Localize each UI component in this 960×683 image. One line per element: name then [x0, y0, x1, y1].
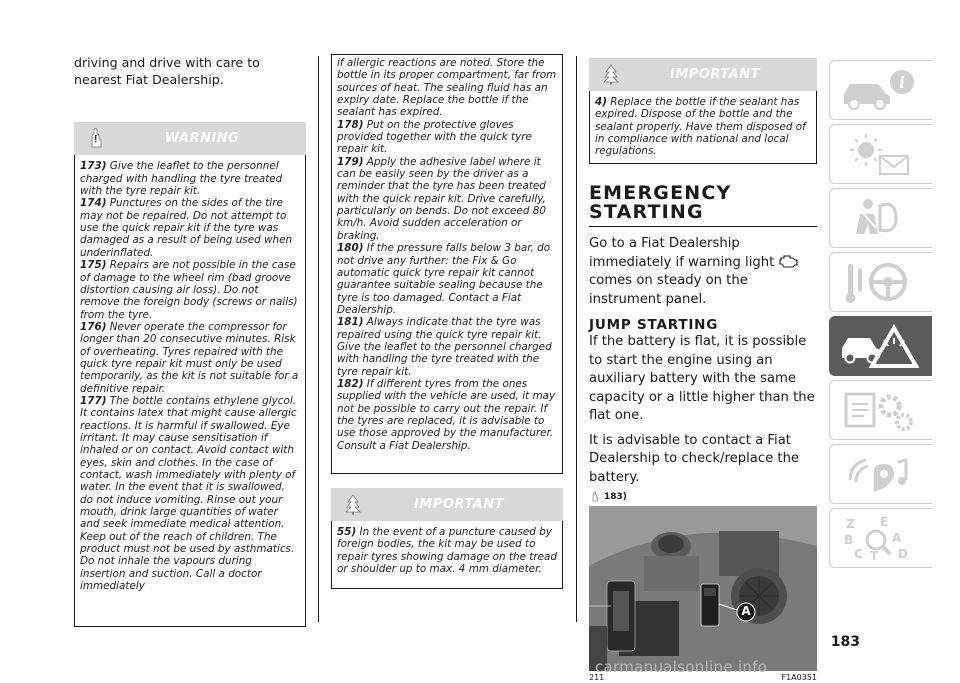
- engine-warning-light-icon: [778, 254, 800, 268]
- heading-rule: [589, 226, 817, 227]
- jump-paragraph-2: It is advisable to contact a Fiat Dealership to check/replace the battery.: [589, 432, 800, 485]
- warning-item: 178) Put on the protective gloves provided together with the quick tyre repair kit.: [337, 118, 532, 156]
- subsection-heading: JUMP STARTING: [589, 317, 719, 333]
- important-box-header: [331, 488, 563, 521]
- svg-text:C: C: [854, 547, 863, 561]
- multimedia-icon: [840, 450, 920, 500]
- column-separator: [318, 56, 319, 622]
- jump-paragraph-1: If the battery is flat, it is possible to start the engine using an auxiliary battery with the same capacity or a little higher than the flat one.: [589, 334, 815, 423]
- important-box: [331, 488, 563, 589]
- svg-text:Z: Z: [846, 517, 855, 531]
- safety-airbag-icon: [840, 194, 920, 244]
- warning-item: 176) Never operate the compressor for longer than 20 consecutive minutes. Risk of overheating. Tyres repaired with the quick tyre repair kit must only be used temporarily, as the kit is not suitable for a definitive repair.: [80, 320, 299, 395]
- warning-item: 182) If different tyres from the ones supplied with the vehicle are used, it may not be possible to carry out the repair. If the tyres are replaced, it is advisable to use those approved by the manufacturer. Consult a Fiat Dealership.: [337, 377, 556, 452]
- warning-item: 177) The bottle contains ethylene glycol. It contains latex that might cause allergic reactions. It is harmful if swallowed. Eye irritant. It may cause sensitisation if inhaled or on contact. Avoid contact with eyes, skin and clothes. In the case of contact, wash immediately with plenty of water. In the event that it is swallowed, do not induce vomiting. Rinse out your mouth, drink large quantities of water and seek immediate medical attention. Keep out of the reach of children. The product must not be used by asthmatics. Do not inhale the vapours during insertion and suction. Call a doctor immediately: [80, 394, 297, 593]
- page-number: 183: [830, 634, 860, 650]
- tab-starting-driving[interactable]: [829, 252, 932, 312]
- warning-item: 175) Repairs are not possible in the case of damage to the wheel rim (bad groove distortion causing air loss). Do not remove the foreign body (screws or nails) from the tyre.: [80, 259, 298, 321]
- warning-box-body: [74, 155, 306, 627]
- emergency-paragraph: Go to a Fiat Dealership immediately if warning light comes on steady on the instrument panel.: [589, 235, 817, 309]
- warning-title: WARNING: [164, 131, 240, 147]
- watermark: carmanualsonline.info: [595, 658, 768, 676]
- svg-text:E: E: [880, 515, 889, 529]
- important-box-2: [589, 58, 817, 164]
- tab-index[interactable]: [829, 508, 932, 568]
- callout-label-a: A: [741, 604, 751, 618]
- warning-item: 174) Punctures on the sides of the tire may not be repaired. Do not attempt to use the quick repair kit if the tyre was damaged as a result of being used when underinflated.: [80, 197, 293, 259]
- index-letters-icon: [840, 514, 920, 564]
- warning-item: 173) Give the leaflet to the personnel charged with handling the tyre treated with the tyre repair kit.: [80, 160, 283, 198]
- important-item: 55) In the event of a puncture caused by foreign bodies, the kit may be used to repair tyres showing damage on the tread or shoulder up to max. 4 mm diameter.: [337, 526, 557, 576]
- warning-continued-text: if allergic reactions are noted. Store the bottle in its proper compartment, far from sources of heat. The sealing fluid has an expiry date. Replace the bottle if the sealant has expired.: [337, 57, 557, 119]
- warning-box-header: [74, 122, 306, 155]
- important-box-body: [589, 91, 817, 164]
- engine-bay-illustration: [589, 506, 817, 671]
- important-tree-icon: [599, 63, 623, 85]
- important-item: 4) Replace the bottle if the sealant has expired. Dispose of the bottle and the sealant properly. Have them disposed of in compliance with national and local regulations.: [595, 96, 806, 158]
- tab-maintenance[interactable]: [829, 380, 932, 440]
- warning-reference: 183): [589, 491, 817, 502]
- section-heading: EMERGENCY STARTING: [589, 182, 732, 223]
- svg-text:B: B: [844, 533, 854, 547]
- column-2: [331, 54, 563, 589]
- figure-code-right: F1A0351: [781, 673, 817, 682]
- column-3: [589, 54, 817, 682]
- important-box-header: [589, 58, 817, 91]
- engine-bay-figure: [589, 506, 817, 671]
- svg-text:D: D: [898, 547, 908, 561]
- tab-car-info[interactable]: [829, 60, 932, 120]
- warning-continued-box: [331, 54, 563, 474]
- svg-text:T: T: [870, 549, 879, 563]
- svg-text:i: i: [898, 73, 906, 92]
- warning-item: 179) Apply the adhesive label where it can be easily seen by the driver as a reminder that the tyre has been treated with the quick repair kit. Drive carefully, particularly on bends. Do not exceed 80 km/h. Avoid sudden acceleration or braking.: [337, 155, 546, 242]
- driving-steering-icon: [840, 258, 920, 308]
- car-info-icon: [840, 66, 920, 116]
- important-box-body: [331, 521, 563, 589]
- maintenance-gears-icon: [840, 386, 920, 436]
- tab-warning-lights[interactable]: [829, 124, 932, 184]
- warning-hand-icon: [84, 127, 108, 149]
- important-title: IMPORTANT: [670, 67, 760, 82]
- tab-emergency[interactable]: [829, 316, 932, 376]
- warning-item: 181) Always indicate that the tyre was repaired using the quick tyre repair kit. Give the leaflet to the personnel charged with handling the tyre treated with the tyre repair kit.: [337, 316, 552, 378]
- warning-box: [74, 122, 306, 627]
- intro-text: driving and drive with care to nearest Fiat Dealership.: [74, 55, 260, 88]
- emergency-icon: [840, 322, 920, 372]
- figure-code-left: 211: [589, 673, 605, 682]
- important-tree-icon: [341, 493, 365, 515]
- chapter-tabs: [829, 60, 932, 572]
- warning-lights-icon: [840, 130, 920, 180]
- tab-multimedia[interactable]: [829, 444, 932, 504]
- warning-item: 180) If the pressure falls below 3 bar, do not drive any further: the Fix & Go automatic quick tyre repair kit cannot guarantee suitable sealing because the tyre is too damaged. Contact a Fiat Dealership.: [337, 242, 551, 316]
- important-title: IMPORTANT: [414, 497, 504, 512]
- column-1: [74, 54, 306, 627]
- tab-safety[interactable]: [829, 188, 932, 248]
- warning-hand-icon: [589, 491, 601, 502]
- svg-text:A: A: [892, 531, 902, 545]
- column-separator: [576, 56, 577, 622]
